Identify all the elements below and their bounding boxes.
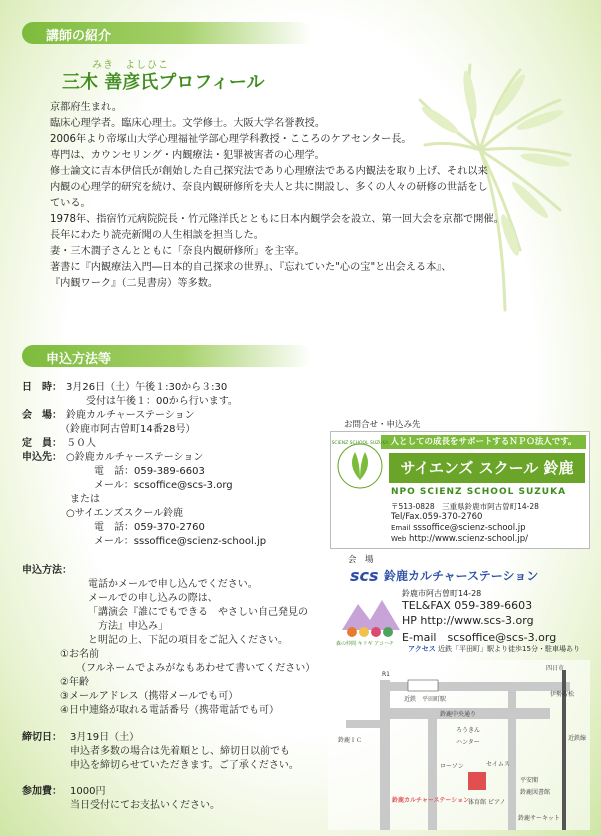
map-kintetsu: 近鉄線 [568, 735, 587, 742]
map-suzuka-ic: 鈴鹿ＩＣ [338, 737, 363, 744]
deadline-date: 3月19日（土） [70, 732, 140, 743]
lecturer-name: 三木 善彦氏プロフィール [62, 72, 265, 93]
road-ic [346, 720, 390, 728]
bio-line: 妻・三木潤子さんとともに「奈良内観研修所」を主宰。 [50, 246, 305, 257]
org-web [391, 534, 528, 544]
reception-note: 受付は午後１：00から行います。 [86, 396, 238, 407]
contact2-name: ○サイエンズスクール鈴鹿 [66, 508, 184, 519]
access-map [328, 660, 590, 830]
map-seims: セイムス [486, 761, 510, 768]
map-circuit: 鈴鹿サーキット [518, 815, 560, 822]
logo-ring-text: SCIENZ SCHOOL SUZUKA [331, 441, 389, 446]
contact1-email: メール：scsoffice@scs-3.org [94, 480, 233, 491]
org-telfax: Tel/Fax.059-370-2760 [391, 512, 483, 522]
contact2-email: メール：sssoffice@scienz-school.jp [94, 536, 267, 547]
venue-label: 会 場： [22, 410, 62, 421]
contact1-phone: 電 話：059-389-6603 [94, 466, 205, 477]
profile-section-header [22, 22, 312, 44]
method-item: ②年齢 [60, 677, 89, 688]
venue-hp[interactable]: HP http://www.scs-3.org [402, 614, 534, 627]
map-heian: 平安閣 [520, 777, 539, 784]
capacity-label: 定 員： [22, 438, 62, 449]
org-email [391, 523, 526, 533]
deadline-note: 申込者多数の場合は先着順とし、締切日以前でも [70, 746, 290, 757]
venue-telfax: TEL&FAX 059-389-6603 [402, 599, 533, 612]
bio-line: 専門は、カウンセリング・内観療法・犯罪被害者の心理学。 [50, 150, 325, 161]
method-item: ④日中連絡が取れる電話番号（携帯電話でも可） [60, 705, 279, 716]
map-scs-label: 鈴鹿カルチャーステーション [392, 797, 470, 804]
bio-line: 内観の心理学的研究を続け、奈良内観研修所を夫人と共に開設し、多くの人々の研修の世話をし [50, 182, 488, 193]
fee-note: 当日受付にてお支払いください。 [70, 800, 220, 811]
map-hunter: ハンター [456, 739, 480, 746]
method-line: と明記の上、下記の項目をご記入ください。 [88, 635, 288, 646]
datetime-value: 3月26日（土）午後１:30から３:30 [66, 382, 228, 393]
access-label: アクセス [408, 645, 436, 653]
bio-line: 京都府生まれ。 [50, 102, 122, 113]
map-r1: R1 [382, 671, 390, 678]
bio-line: 2006年より帝塚山大学心理福祉学部心理学科教授・こころのケアセンター長。 [50, 134, 412, 145]
method-item: ①お名前 [60, 649, 99, 660]
method-line: 「講演会『誰にでもできる やさしい自己発見の [88, 607, 308, 618]
fee-label: 参加費： [22, 786, 62, 797]
contact-label: 申込先： [22, 452, 62, 463]
inquiry-box [330, 431, 590, 549]
bio-line: 修士論文に吉本伊信氏が創始した自己探究法であり心理療法である内観法を取り上げ、それ以来 [50, 166, 488, 177]
scs-logo: scs [350, 566, 379, 585]
contact-or: または [70, 494, 100, 505]
scienz-logo-icon [331, 436, 389, 496]
event-details [22, 381, 332, 821]
bio-line: ている。 [50, 198, 91, 209]
deadline-label: 締切日： [22, 732, 62, 743]
org-name: サイエンズ スクール 鈴鹿 [389, 453, 585, 483]
access-info [408, 644, 580, 654]
org-name-en: NPO SCIENZ SCHOOL SUZUKA [391, 487, 567, 497]
web-link[interactable]: http://www.scienz-school.jp/ [408, 534, 528, 544]
contact1-name: ○鈴鹿カルチャーステーション [66, 452, 204, 463]
venue-address: （鈴鹿市阿古曽町14番28号） [60, 424, 196, 435]
mountain-friends-icon [340, 590, 402, 644]
venue-box [336, 566, 586, 653]
map-hirata: 近鉄 平田町駅 [404, 696, 447, 703]
apply-section-header [22, 345, 312, 367]
map-yokkaichi: 四日市 [546, 665, 565, 672]
map-rousan: ろうきん [456, 727, 481, 734]
fee-amount: 1000円 [70, 786, 106, 797]
bio-line: 臨床心理学者。臨床心理士。文学修士。大阪大学名誉教授。 [50, 118, 326, 129]
web-label: Web [391, 535, 407, 543]
bio-line: 著書に『内観療法入門―日本的自己探求の世界』、『忘れていた"心の宝"と出会える本』、 [50, 262, 452, 273]
map-gym: 体育館 [468, 799, 487, 806]
scs-map-marker [468, 772, 486, 790]
datetime-label: 日 時： [22, 382, 62, 393]
venue-box-address: 鈴鹿市阿古曽町14-28 [402, 589, 482, 598]
contact2-phone: 電 話：059-370-2760 [94, 522, 205, 533]
venue-email[interactable]: E-mail scsoffice@scs-3.org [402, 631, 557, 644]
method-label: 申込方法： [22, 565, 72, 576]
bio-line: 『内観ワーク』（二見書房）等多数。 [50, 278, 219, 289]
map-piano: ピアノ [488, 799, 506, 806]
profile-section-title: 講師の紹介 [46, 29, 112, 44]
org-address: 〒513-0828 三重県鈴鹿市阿古曽町14-28 [391, 502, 539, 511]
illus-caption: 森の仲間 キリギ アコハチ [336, 641, 394, 647]
road-r1 [380, 680, 390, 830]
map-chuo: 鈴鹿中央通り [440, 711, 477, 718]
capacity-value: ５０人 [66, 438, 96, 449]
venue-box-label: 会 場 [348, 555, 374, 565]
bio-line: 長年にわたり読売新聞の人生相談を担当した。 [50, 230, 264, 241]
method-line: 方法』申込み」 [88, 621, 168, 632]
email-address[interactable]: sssoffice@scienz-school.jp [413, 523, 526, 533]
org-tagline: 人としての成長をサポートするＮＰＯ法人です。 [381, 435, 586, 449]
venue-name: 鈴鹿カルチャーステーション [384, 569, 539, 583]
venue-value: 鈴鹿カルチャーステーション [66, 410, 195, 421]
deadline-note: 申込を締切らせていただきます。ご了承ください。 [70, 760, 299, 771]
lecturer-name-ruby: みき よしひこ [92, 60, 169, 71]
hirata-station [408, 680, 438, 691]
method-item-note: （フルネームでよみがなもあわせて書いてください） [76, 663, 316, 674]
lecturer-bio [50, 100, 504, 292]
map-tosho: 鈴鹿図書館 [520, 789, 551, 796]
map-ise: 伊勢若松 [550, 691, 575, 698]
bio-line: 1978年、指宿竹元病院院長・竹元隆洋氏とともに日本内観学会を設立、第一回大会を京都で開催。 [50, 214, 504, 225]
method-line: メールでの申し込みの際は、 [88, 593, 218, 604]
method-line: 電話かメールで申し込んでください。 [88, 579, 258, 590]
map-lawson: ローソン [440, 763, 464, 770]
email-label: Email [391, 524, 411, 532]
apply-section-title: 申込方法等 [46, 352, 112, 367]
method-item: ③メールアドレス（携帯メールでも可） [60, 691, 239, 702]
access-text: 近鉄「平田町」駅より徒歩15分・駐車場あり [438, 645, 580, 653]
road-mid [428, 718, 437, 830]
inquiry-label: お問合せ・申込み先 [344, 420, 421, 430]
